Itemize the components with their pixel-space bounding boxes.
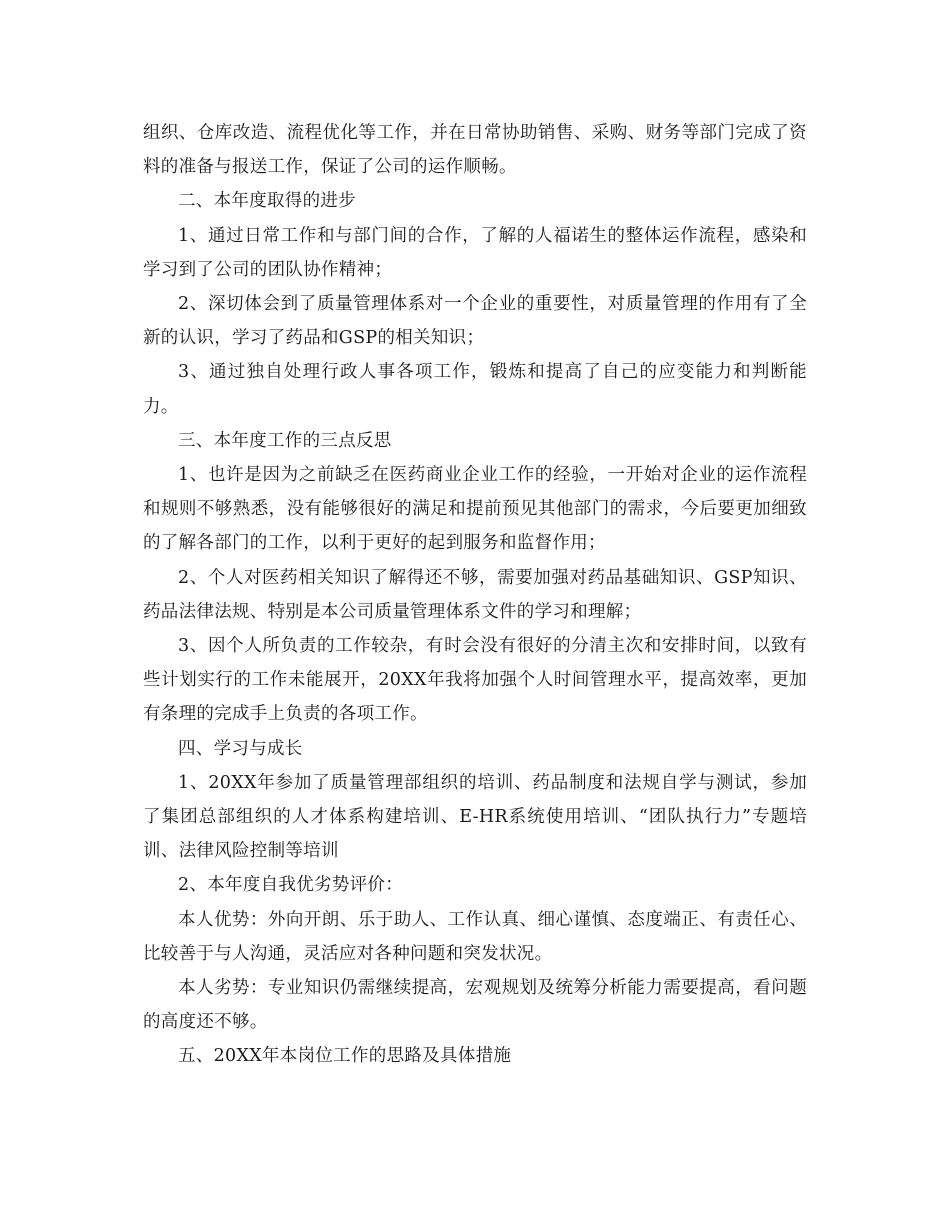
- reflection-item-2: 2、个人对医药相关知识了解得还不够，需要加强对药品基础知识、GSP知识、药品法律法规、特别是本公司质量管理体系文件的学习和理解；: [143, 567, 807, 622]
- weaknesses-paragraph: 本人劣势：专业知识仍需继续提高，宏观规划及统筹分析能力需要提高，看问题的高度还不够。: [143, 978, 807, 1033]
- document-body: [143, 116, 807, 1074]
- paragraph-continuation: 组织、仓库改造、流程优化等工作，并在日常协助销售、采购、财务等部门完成了资料的准备与报送工作，保证了公司的运作顺畅。: [143, 123, 807, 178]
- section-heading-learning: 四、学习与成长: [178, 738, 303, 759]
- reflection-item-3: 3、因个人所负责的工作较杂，有时会没有很好的分清主次和安排时间，以致有些计划实行的工作未能展开，20XX年我将加强个人时间管理水平，提高效率，更加有条理的完成手上负责的各项工作。: [143, 636, 807, 725]
- progress-item-2: 2、深切体会到了质量管理体系对一个企业的重要性，对质量管理的作用有了全新的认识，学习了药品和GSP的相关知识；: [143, 294, 807, 349]
- section-heading-reflection: 三、本年度工作的三点反思: [178, 430, 392, 451]
- progress-item-3: 3、通过独自处理行政人事各项工作，锻炼和提高了自己的应变能力和判断能力。: [143, 362, 807, 417]
- section-heading-plan: 五、20XX年本岗位工作的思路及具体措施: [178, 1046, 512, 1067]
- learning-item-1: 1、20XX年参加了质量管理部组织的培训、药品制度和法规自学与测试，参加了集团总部组织的人才体系构建培训、E-HR系统使用培训、“团队执行力”专题培训、法律风险控制等培训: [143, 772, 807, 862]
- strengths-paragraph: 本人优势：外向开朗、乐于助人、工作认真、细心谨慎、态度端正、有责任心、比较善于与人沟通，灵活应对各种问题和突发状况。: [143, 909, 807, 964]
- learning-item-2: 2、本年度自我优劣势评价：: [178, 875, 404, 896]
- progress-item-1: 1、通过日常工作和与部门间的合作，了解的人福诺生的整体运作流程，感染和学习到了公司的团队协作精神；: [143, 225, 807, 280]
- reflection-item-1: 1、也许是因为之前缺乏在医药商业企业工作的经验，一开始对企业的运作流程和规则不够熟悉，没有能够很好的满足和提前预见其他部门的需求，今后要更加细致的了解各部门的工作，以利于更好的起到服务和监督作用；: [143, 465, 807, 554]
- section-heading-progress: 二、本年度取得的进步: [178, 191, 356, 212]
